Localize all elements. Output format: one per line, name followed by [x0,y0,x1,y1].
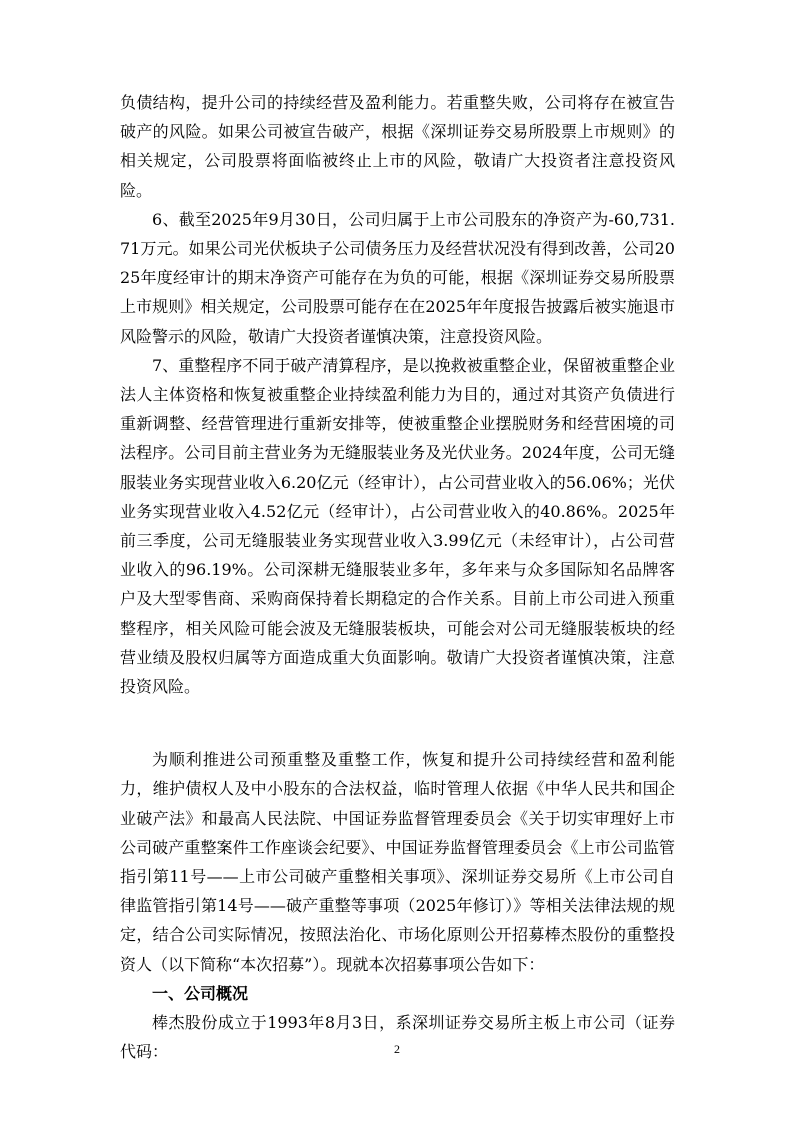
paragraph-gap [120,701,675,745]
section-heading-company-overview: 一、公司概况 [152,983,249,1003]
paragraph-restructuring-failure-risk: 负债结构，提升公司的持续经营及盈利能力。若重整失败，公司将存在被宣告破产的风险。如果公司被宣告破产，根据《深圳证券交易所股票上市规则》的相关规定，公司股票将面临被终止上市的风险，敬请广大投资者注意投资风险。 [120,93,675,200]
page-number: 2 [394,1042,400,1056]
paragraph-company-overview: 棒杰股份成立于1993年8月3日，系深圳证券交易所主板上市公司（证券代码： [120,1013,675,1062]
document-body [120,88,675,1067]
paragraph-item-6-net-assets-risk: 6、截至2025年9月30日，公司归属于上市公司股东的净资产为-60,731.71万元。如果公司光伏板块子公司债务压力及经营状况没有得到改善，公司2025年度经审计的期末净资产可能存在为负的可能，根据《深圳证券交易所股票上市规则》相关规定，公司股票可能存在在2025年年度报告披露后被实施退市风险警示的风险，敬请广大投资者谨慎决策，注意投资风险。 [120,209,675,346]
paragraph-recruitment-intro: 为顺利推进公司预重整及重整工作，恢复和提升公司持续经营和盈利能力，维护债权人及中小股东的合法权益，临时管理人依据《中华人民共和国企业破产法》和最高人民法院、中国证券监督管理委员会《关于切实审理好上市公司破产重整案件工作座谈会纪要》、中国证券监督管理委员会《上市公司监管指引第11号——上市公司破产重整相关事项》、深圳证券交易所《上市公司自律监管指引第14号——破产重整等事项（2025年修订）》等相关法律法规的规定，结合公司实际情况，按照法治化、市场化原则公开招募棒杰股份的重整投资人（以下简称“本次招募”）。现就本次招募事项公告如下： [120,750,675,974]
paragraph-item-7-business-risk: 7、重整程序不同于破产清算程序，是以挽救被重整企业，保留被重整企业法人主体资格和恢复被重整企业持续盈利能力为目的，通过对其资产负债进行重新调整、经营管理进行重新安排等，使被重整企业摆脱财务和经营困境的司法程序。公司目前主营业务为无缝服装业务及光伏业务。2024年度，公司无缝服装业务实现营业收入6.20亿元（经审计），占公司营业收入的56.06%；光伏业务实现营业收入4.52亿元（经审计），占公司营业收入的40.86%。2025年前三季度，公司无缝服装业务实现营业收入3.99亿元（未经审计），占公司营业收入的96.19%。公司深耕无缝服装业多年，多年来与众多国际知名品牌客户及大型零售商、采购商保持着长期稳定的合作关系。目前上市公司进入预重整程序，相关风险可能会波及无缝服装板块，可能会对公司无缝服装板块的经营业绩及股权归属等方面造成重大负面影响。敬请广大投资者谨慎决策，注意投资风险。 [120,355,675,697]
